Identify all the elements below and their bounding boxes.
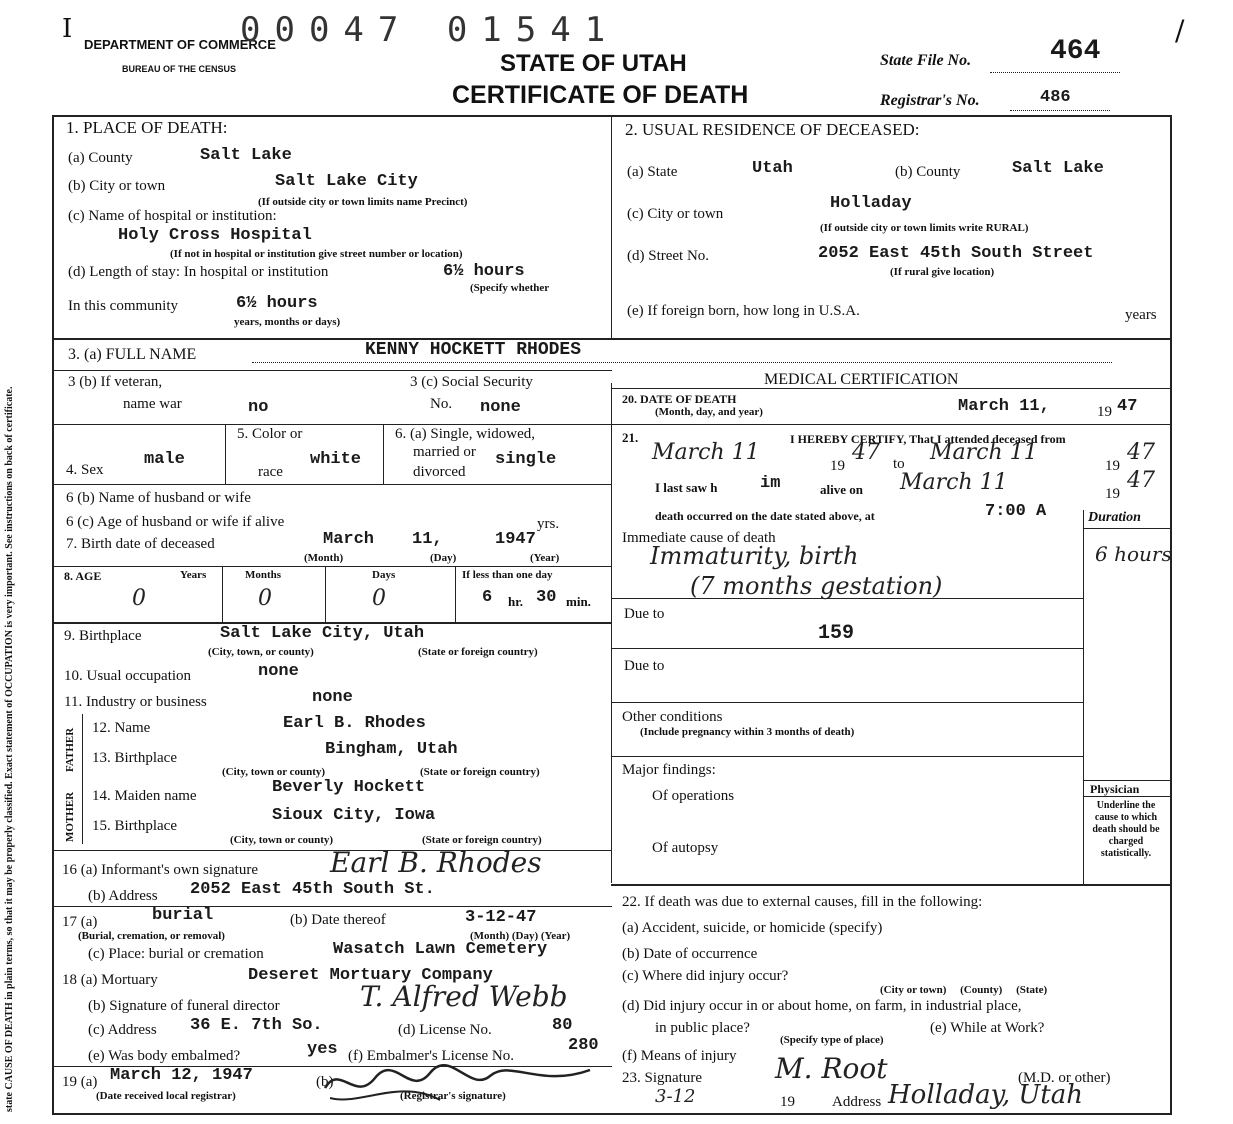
registrar-number: 486 (1040, 88, 1071, 107)
age-lt-day-label: If less than one day (462, 569, 553, 581)
state-title: STATE OF UTAH (500, 50, 687, 77)
res-street-label: (d) Street No. (627, 248, 710, 264)
birthplace-label: 9. Birthplace (64, 628, 142, 644)
received-note: (Date received local registrar) (96, 1090, 236, 1102)
color-value: white (310, 450, 362, 469)
attended-from-year: 47 (852, 440, 880, 465)
physician-heading: Physician (1090, 782, 1140, 796)
registrar-label: Registrar's No. (880, 92, 980, 109)
pod-community-note: years, months or days) (234, 316, 341, 328)
pod-county-label: (a) County (68, 150, 133, 166)
from-year-prefix: 19 (830, 458, 845, 474)
pod-city-label: (b) City or town (68, 178, 166, 194)
mother-side-label: MOTHER (64, 791, 76, 842)
sex-value: male (144, 450, 185, 469)
birthplace: Salt Lake City, Utah (220, 624, 425, 643)
death-date-label: 20. DATE OF DEATH (622, 392, 737, 406)
duration-value: 6 hours (1095, 542, 1172, 566)
industry-label: 11. Industry or business (64, 694, 207, 710)
occurred-text: death occurred on the date stated above, at (655, 509, 875, 523)
other-conditions-label: Other conditions (622, 709, 723, 725)
operations-label: Of operations (652, 788, 735, 804)
birth-month: March (323, 530, 375, 549)
pod-stay-note: (Specify whether (470, 282, 550, 294)
marital-label: 6. (a) Single, widowed, (395, 426, 535, 442)
to-label: to (893, 456, 905, 472)
mother-birthplace: Sioux City, Iowa (272, 806, 436, 825)
where-note: (City or town) (County) (State) (880, 984, 1048, 996)
birth-day-note: (Day) (430, 552, 457, 564)
license-value: 80 (552, 1016, 573, 1035)
hr-label: hr. (508, 594, 524, 609)
res-foreign-suffix: years (1125, 307, 1157, 323)
father-place-note-1: (City, town or county) (222, 766, 326, 778)
full-name: KENNY HOCKETT RHODES (365, 340, 582, 360)
res-city: Holladay (830, 194, 912, 213)
last-saw-label: I last saw h (655, 480, 718, 495)
state-file-label: State File No. (880, 52, 972, 69)
death-date-note: (Month, day, and year) (655, 406, 763, 418)
color-label-2: race (258, 464, 283, 480)
res-street: 2052 East 45th South Street (818, 244, 1094, 263)
certify-text: I HEREBY CERTIFY, That I attended deceased from (790, 432, 1066, 446)
pod-community: 6½ hours (236, 294, 318, 313)
means-label: (f) Means of injury (622, 1048, 737, 1064)
father-birthplace: Bingham, Utah (325, 740, 458, 759)
embalmer-license: 280 (568, 1036, 599, 1055)
marital-label-2: married or (413, 444, 476, 460)
public-label: in public place? (655, 1020, 750, 1036)
burial-date-label: (b) Date thereof (290, 912, 386, 928)
mortuary-label: 18 (a) Mortuary (62, 972, 158, 988)
mortuary: Deseret Mortuary Company (248, 966, 493, 985)
signature-date-prefix: 19 (780, 1094, 795, 1110)
father-name: Earl B. Rhodes (283, 714, 426, 733)
place-of-death-heading: 1. PLACE OF DEATH: (66, 118, 228, 137)
spouse-age-suffix: yrs. (537, 516, 560, 532)
mother-birthplace-label: 15. Birthplace (92, 818, 177, 834)
registrar-sig-label: (b) (316, 1074, 334, 1090)
received-date: March 12, 1947 (110, 1066, 253, 1085)
mother-place-note-1: (City, town or county) (230, 834, 334, 846)
pod-city: Salt Lake City (275, 172, 418, 191)
industry: none (312, 688, 353, 707)
where-label: (c) Where did injury occur? (622, 968, 789, 984)
birth-day: 11, (412, 530, 443, 549)
ss-label-2: No. (430, 396, 453, 412)
father-name-label: 12. Name (92, 720, 151, 736)
res-city-label: (c) City or town (627, 206, 724, 222)
age-days: 0 (372, 586, 386, 611)
mother-maiden-label: 14. Maiden name (92, 788, 197, 804)
informant-signature: Earl B. Rhodes (330, 846, 542, 879)
spouse-label: 6 (b) Name of husband or wife (66, 490, 251, 506)
color-label: 5. Color or (237, 426, 303, 442)
stamp-number: 00047 01541 (240, 10, 620, 50)
occurrence-label: (b) Date of occurrence (622, 946, 758, 962)
alive-on-year: 47 (1127, 468, 1155, 493)
major-findings-label: Major findings: (622, 762, 716, 778)
certificate-title: CERTIFICATE OF DEATH (452, 81, 749, 109)
burial-method: burial (152, 906, 214, 925)
bureau-label: BUREAU OF THE CENSUS (122, 64, 237, 74)
md-label: (M.D. or other) (1018, 1070, 1111, 1086)
age-years-label: Years (180, 569, 207, 581)
margin-instructions: state CAUSE OF DEATH in plain terms, so that it may be properly classified. Exact statement of OCCUPATION is very important. See instructions on back of certificate. (4, 386, 15, 1112)
alive-year-prefix: 19 (1105, 486, 1120, 502)
burial-place: Wasatch Lawn Cemetery (333, 940, 548, 959)
autopsy-label: Of autopsy (652, 840, 719, 856)
birth-year-note: (Year) (530, 552, 560, 564)
registrar-sig-note: (Registrar's signature) (400, 1090, 506, 1102)
corner-mark-left: I (62, 14, 73, 44)
res-county-label: (b) County (895, 164, 961, 180)
burial-method-note: (Burial, cremation, or removal) (78, 930, 225, 942)
physician-address: Holladay, Utah (888, 1080, 1083, 1110)
signature-label: 23. Signature (622, 1070, 702, 1086)
physician-note: Underline the cause to which death should be charged statistically. (1092, 800, 1160, 859)
immediate-cause-2: (7 months gestation) (690, 572, 943, 600)
spouse-age-label: 6 (c) Age of husband or wife if alive (66, 514, 285, 530)
informant-address: 2052 East 45th South St. (190, 880, 435, 899)
age-days-label: Days (372, 569, 396, 581)
license-label: (d) License No. (398, 1022, 492, 1038)
mother-maiden: Beverly Hockett (272, 778, 426, 797)
department-label: DEPARTMENT OF COMMERCE (84, 37, 276, 52)
accident-label: (a) Accident, suicide, or homicide (specify) (622, 920, 883, 936)
immediate-cause-label: Immediate cause of death (622, 530, 776, 546)
external-heading: 22. If death was due to external causes, fill in the following: (622, 894, 983, 910)
sex-label: 4. Sex (66, 462, 104, 478)
ss-label: 3 (c) Social Security (410, 374, 533, 390)
alive-on-label: alive on (820, 482, 863, 497)
pod-stay-label: (d) Length of stay: In hospital or institution (68, 264, 329, 280)
veteran-label: 3 (b) If veteran, (68, 374, 163, 390)
residence-heading: 2. USUAL RESIDENCE OF DECEASED: (625, 120, 920, 139)
registrar-signature (320, 1058, 600, 1108)
last-saw-pronoun: im (760, 474, 781, 493)
age-months-label: Months (245, 569, 282, 581)
work-label: (e) While at Work? (930, 1020, 1045, 1036)
pod-hospital: Holy Cross Hospital (118, 226, 312, 245)
attended-to: March 11 (930, 440, 1038, 465)
birth-year: 1947 (495, 530, 536, 549)
alive-on: March 11 (900, 470, 1008, 495)
informant-address-label: (b) Address (88, 888, 158, 904)
burial-date-note: (Month) (Day) (Year) (470, 930, 571, 942)
embalmed-label: (e) Was body embalmed? (88, 1048, 241, 1064)
pod-county: Salt Lake (200, 146, 292, 165)
death-time: 7:00 A (985, 502, 1047, 521)
did-injury-label: (d) Did injury occur in or about home, on farm, in industrial place, (622, 998, 1022, 1014)
veteran-label-2: name war (123, 396, 182, 412)
state-file-number: 464 (1050, 36, 1101, 67)
physician-address-label: Address (832, 1094, 882, 1110)
occupation: none (258, 662, 299, 681)
mortuary-address-label: (c) Address (88, 1022, 157, 1038)
other-conditions-note: (Include pregnancy within 3 months of death) (640, 726, 855, 738)
cert-num: 21. (622, 430, 639, 445)
to-year-prefix: 19 (1105, 458, 1120, 474)
burial-place-label: (c) Place: burial or cremation (88, 946, 264, 962)
embalmer-label: (f) Embalmer's License No. (348, 1048, 514, 1064)
public-note: (Specify type of place) (780, 1034, 884, 1046)
burial-date: 3-12-47 (465, 908, 537, 927)
age-minutes: 30 (536, 588, 557, 607)
corner-mark-right: / (1175, 14, 1185, 47)
director-signature: T. Alfred Webb (360, 980, 568, 1013)
age-label: 8. AGE (64, 569, 102, 583)
marital-label-3: divorced (413, 464, 466, 480)
age-years: 0 (132, 586, 146, 611)
due-to-1: 159 (818, 622, 855, 645)
signature-date: 3-12 (655, 1086, 696, 1107)
age-hours: 6 (482, 588, 493, 607)
res-state: Utah (752, 159, 793, 178)
director-label: (b) Signature of funeral director (88, 998, 280, 1014)
birthplace-note-1: (City, town, or county) (208, 646, 314, 658)
pod-stay: 6½ hours (443, 262, 525, 281)
birth-date-label: 7. Birth date of deceased (66, 536, 215, 552)
birthplace-note-2: (State or foreign country) (418, 646, 538, 658)
death-date: March 11, (958, 397, 1050, 416)
res-county: Salt Lake (1012, 159, 1104, 178)
birth-month-note: (Month) (304, 552, 344, 564)
ss-value: none (480, 398, 521, 417)
received-label: 19 (a) (62, 1074, 98, 1090)
attended-to-year: 47 (1127, 440, 1155, 465)
res-city-note: (If outside city or town limits write RURAL) (820, 222, 1029, 234)
duration-label: Duration (1088, 510, 1141, 525)
pod-hospital-label: (c) Name of hospital or institution: (68, 208, 277, 224)
pod-community-label: In this community (68, 298, 178, 314)
mother-place-note-2: (State or foreign country) (422, 834, 542, 846)
embalmed-value: yes (307, 1040, 338, 1059)
full-name-label: 3. (a) FULL NAME (68, 346, 197, 363)
medical-heading: MEDICAL CERTIFICATION (764, 371, 959, 388)
due-to-label: Due to (624, 606, 665, 622)
veteran-value: no (248, 398, 269, 417)
father-side-label: FATHER (64, 727, 76, 772)
min-label: min. (566, 594, 591, 609)
physician-signature: M. Root (775, 1052, 888, 1085)
res-foreign-label: (e) If foreign born, how long in U.S.A. (627, 303, 860, 319)
pod-city-note: (If outside city or town limits name Precinct) (258, 196, 468, 208)
pod-hospital-note: (If not in hospital or institution give street number or location) (170, 248, 463, 260)
death-year-prefix: 19 (1097, 404, 1112, 420)
father-place-note-2: (State or foreign country) (420, 766, 540, 778)
due-to-2-label: Due to (624, 658, 665, 674)
death-year: 47 (1117, 397, 1138, 416)
attended-from: March 11 (652, 440, 760, 465)
res-state-label: (a) State (627, 164, 678, 180)
immediate-cause-1: Immaturity, birth (650, 542, 859, 570)
res-street-note: (If rural give location) (890, 266, 995, 278)
father-birthplace-label: 13. Birthplace (92, 750, 177, 766)
marital-value: single (495, 450, 557, 469)
mortuary-address: 36 E. 7th So. (190, 1016, 323, 1035)
burial-method-label: 17 (a) (62, 914, 98, 930)
informant-label: 16 (a) Informant's own signature (62, 862, 258, 878)
age-months: 0 (258, 586, 272, 611)
occupation-label: 10. Usual occupation (64, 668, 192, 684)
